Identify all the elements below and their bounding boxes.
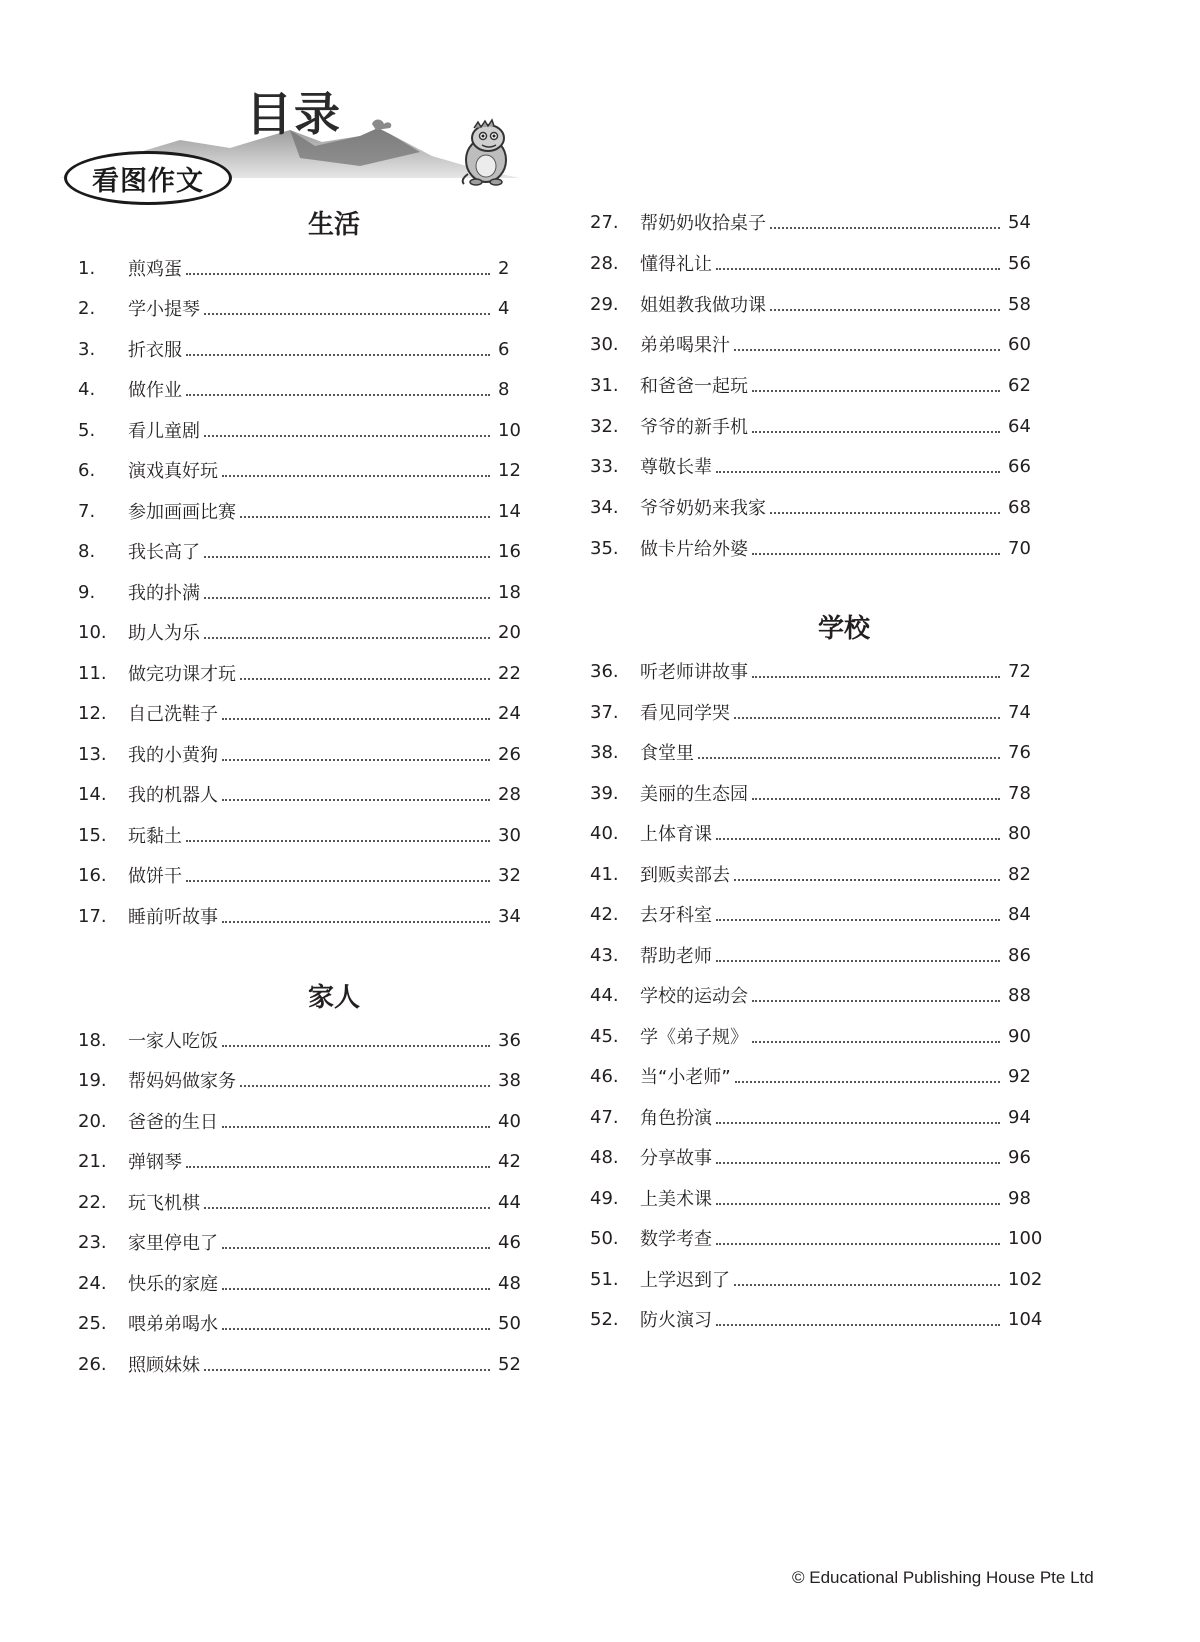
entry-title: 爸爸的生日 xyxy=(128,1112,218,1133)
entry-number: 12. xyxy=(78,702,107,724)
entry-title: 和爸爸一起玩 xyxy=(640,376,748,397)
entry-page-number: 30 xyxy=(498,824,521,846)
toc-entry[interactable] xyxy=(78,780,530,808)
toc-entry[interactable] xyxy=(590,1305,1048,1333)
entry-number: 31. xyxy=(590,374,619,396)
toc-entry[interactable] xyxy=(78,335,530,363)
dot-leader xyxy=(222,1246,490,1249)
toc-entry[interactable] xyxy=(590,249,1048,277)
entry-title: 学小提琴 xyxy=(128,299,200,320)
entry-title: 煎鸡蛋 xyxy=(128,259,182,280)
dot-leader xyxy=(716,1202,1000,1205)
entry-page-number: 16 xyxy=(498,540,521,562)
entry-page-number: 42 xyxy=(498,1150,521,1172)
entry-title: 尊敬长辈 xyxy=(640,457,712,478)
entry-title: 家里停电了 xyxy=(128,1233,218,1254)
entry-page-number: 82 xyxy=(1008,863,1031,885)
entry-page-number: 58 xyxy=(1008,293,1031,315)
entry-number: 26. xyxy=(78,1353,107,1375)
toc-entry[interactable] xyxy=(590,860,1048,888)
entry-page-number: 80 xyxy=(1008,822,1031,844)
entry-number: 10. xyxy=(78,621,107,643)
entry-title: 做饼干 xyxy=(128,866,182,887)
entry-title: 帮妈妈做家务 xyxy=(128,1071,236,1092)
entry-number: 33. xyxy=(590,455,619,477)
entry-page-number: 52 xyxy=(498,1353,521,1375)
entry-number: 5. xyxy=(78,419,96,441)
dot-leader xyxy=(204,596,490,599)
dot-leader xyxy=(222,798,490,801)
dot-leader xyxy=(752,675,1000,678)
entry-title: 听老师讲故事 xyxy=(640,662,748,683)
entry-number: 44. xyxy=(590,984,619,1006)
entry-page-number: 86 xyxy=(1008,944,1031,966)
entry-page-number: 84 xyxy=(1008,903,1031,925)
entry-title: 上学迟到了 xyxy=(640,1270,730,1291)
entry-number: 38. xyxy=(590,741,619,763)
entry-title: 睡前听故事 xyxy=(128,907,218,928)
entry-number: 43. xyxy=(590,944,619,966)
entry-number: 27. xyxy=(590,211,619,233)
entry-title: 防火演习 xyxy=(640,1310,712,1331)
entry-page-number: 44 xyxy=(498,1191,521,1213)
entry-title: 弹钢琴 xyxy=(128,1152,182,1173)
entry-page-number: 32 xyxy=(498,864,521,886)
dot-leader xyxy=(186,1165,490,1168)
entry-number: 2. xyxy=(78,297,96,319)
entry-title: 学《弟子规》 xyxy=(640,1027,748,1048)
entry-title: 一家人吃饭 xyxy=(128,1031,218,1052)
entry-page-number: 36 xyxy=(498,1029,521,1051)
dot-leader xyxy=(716,959,1000,962)
entry-number: 47. xyxy=(590,1106,619,1128)
entry-page-number: 96 xyxy=(1008,1146,1031,1168)
dot-leader xyxy=(752,797,1000,800)
entry-number: 52. xyxy=(590,1308,619,1330)
entry-number: 41. xyxy=(590,863,619,885)
toc-entry[interactable] xyxy=(78,618,530,646)
section-heading-life: 生活 xyxy=(308,210,361,240)
dot-leader xyxy=(240,515,490,518)
entry-title: 角色扮演 xyxy=(640,1108,712,1129)
dot-leader xyxy=(204,434,490,437)
toc-entry[interactable] xyxy=(78,456,530,484)
dot-leader xyxy=(716,1161,1000,1164)
entry-page-number: 4 xyxy=(498,297,510,319)
dot-leader xyxy=(734,348,1000,351)
dot-leader xyxy=(698,756,1000,759)
entry-page-number: 64 xyxy=(1008,415,1031,437)
entry-number: 40. xyxy=(590,822,619,844)
entry-title: 到贩卖部去 xyxy=(640,865,730,886)
dot-leader xyxy=(186,879,490,882)
entry-number: 39. xyxy=(590,782,619,804)
entry-number: 13. xyxy=(78,743,107,765)
toc-entry[interactable] xyxy=(590,1224,1048,1252)
entry-page-number: 6 xyxy=(498,338,510,360)
dot-leader xyxy=(734,878,1000,881)
entry-page-number: 12 xyxy=(498,459,521,481)
toc-entry[interactable] xyxy=(590,1022,1048,1050)
entry-title: 做完功课才玩 xyxy=(128,664,236,685)
dot-leader xyxy=(222,717,490,720)
entry-title: 自己洗鞋子 xyxy=(128,704,218,725)
entry-title: 照顾妹妹 xyxy=(128,1355,200,1376)
dot-leader xyxy=(222,920,490,923)
dot-leader xyxy=(222,1125,490,1128)
entry-number: 6. xyxy=(78,459,96,481)
entry-number: 49. xyxy=(590,1187,619,1209)
entry-number: 9. xyxy=(78,581,96,603)
toc-entry[interactable] xyxy=(590,1184,1048,1212)
entry-title: 助人为乐 xyxy=(128,623,200,644)
dot-leader xyxy=(716,837,1000,840)
entry-title: 上美术课 xyxy=(640,1189,712,1210)
dot-leader xyxy=(735,1080,1000,1083)
dot-leader xyxy=(716,918,1000,921)
entry-number: 14. xyxy=(78,783,107,805)
entry-page-number: 46 xyxy=(498,1231,521,1253)
toc-entry[interactable] xyxy=(590,208,1048,236)
entry-page-number: 62 xyxy=(1008,374,1031,396)
page-title: 目录 xyxy=(246,87,342,141)
entry-page-number: 50 xyxy=(498,1312,521,1334)
dot-leader xyxy=(716,1323,1000,1326)
entry-number: 46. xyxy=(590,1065,619,1087)
dot-leader xyxy=(204,636,490,639)
entry-page-number: 76 xyxy=(1008,741,1031,763)
toc-entry[interactable] xyxy=(590,412,1048,440)
toc-entry[interactable] xyxy=(78,861,530,889)
entry-title: 懂得礼让 xyxy=(640,254,712,275)
entry-page-number: 18 xyxy=(498,581,521,603)
entry-title: 我的小黄狗 xyxy=(128,745,218,766)
toc-entry[interactable] xyxy=(78,1269,530,1297)
entry-title: 喂弟弟喝水 xyxy=(128,1314,218,1335)
category-badge-label: 看图作文 xyxy=(92,165,204,197)
toc-entry[interactable] xyxy=(78,1309,530,1337)
entry-page-number: 74 xyxy=(1008,701,1031,723)
entry-page-number: 98 xyxy=(1008,1187,1031,1209)
dot-leader xyxy=(716,1121,1000,1124)
entry-page-number: 54 xyxy=(1008,211,1031,233)
entry-title: 看儿童剧 xyxy=(128,421,200,442)
entry-number: 50. xyxy=(590,1227,619,1249)
entry-title: 弟弟喝果汁 xyxy=(640,335,730,356)
dot-leader xyxy=(752,1040,1000,1043)
toc-entry[interactable] xyxy=(590,779,1048,807)
toc-entry[interactable] xyxy=(78,254,530,282)
entry-title: 看见同学哭 xyxy=(640,703,730,724)
entry-page-number: 20 xyxy=(498,621,521,643)
toc-entry[interactable] xyxy=(590,290,1048,318)
entry-title: 数学考查 xyxy=(640,1229,712,1250)
toc-entry[interactable] xyxy=(590,1103,1048,1131)
dot-leader xyxy=(752,389,1000,392)
entry-number: 20. xyxy=(78,1110,107,1132)
toc-entry[interactable] xyxy=(590,698,1048,726)
entry-number: 1. xyxy=(78,257,96,279)
entry-title: 帮助老师 xyxy=(640,946,712,967)
entry-page-number: 66 xyxy=(1008,455,1031,477)
entry-number: 42. xyxy=(590,903,619,925)
toc-entry[interactable] xyxy=(590,657,1048,685)
entry-title: 玩飞机棋 xyxy=(128,1193,200,1214)
entry-number: 29. xyxy=(590,293,619,315)
toc-entry[interactable] xyxy=(78,1026,530,1054)
toc-entry[interactable] xyxy=(78,1107,530,1135)
entry-page-number: 2 xyxy=(498,257,510,279)
dot-leader xyxy=(734,716,1000,719)
entry-page-number: 28 xyxy=(498,783,521,805)
entry-number: 34. xyxy=(590,496,619,518)
entry-number: 30. xyxy=(590,333,619,355)
entry-number: 21. xyxy=(78,1150,107,1172)
entry-number: 28. xyxy=(590,252,619,274)
entry-title: 折衣服 xyxy=(128,340,182,361)
entry-page-number: 40 xyxy=(498,1110,521,1132)
entry-title: 快乐的家庭 xyxy=(128,1274,218,1295)
toc-entry[interactable] xyxy=(590,738,1048,766)
toc-entry[interactable] xyxy=(590,1062,1048,1090)
toc-entry[interactable] xyxy=(590,981,1048,1009)
entry-page-number: 14 xyxy=(498,500,521,522)
entry-page-number: 60 xyxy=(1008,333,1031,355)
entry-page-number: 68 xyxy=(1008,496,1031,518)
toc-entry[interactable] xyxy=(78,740,530,768)
toc-entry[interactable] xyxy=(78,1228,530,1256)
toc-entry[interactable] xyxy=(78,1350,530,1378)
toc-entry[interactable] xyxy=(78,578,530,606)
entry-number: 8. xyxy=(78,540,96,562)
entry-number: 48. xyxy=(590,1146,619,1168)
toc-entry[interactable] xyxy=(590,534,1048,562)
dot-leader xyxy=(716,1242,1000,1245)
entry-page-number: 8 xyxy=(498,378,510,400)
dot-leader xyxy=(186,839,490,842)
entry-title: 爷爷的新手机 xyxy=(640,417,748,438)
toc-entry[interactable] xyxy=(590,1143,1048,1171)
entry-page-number: 78 xyxy=(1008,782,1031,804)
entry-number: 45. xyxy=(590,1025,619,1047)
entry-page-number: 90 xyxy=(1008,1025,1031,1047)
entry-page-number: 56 xyxy=(1008,252,1031,274)
section-heading-family: 家人 xyxy=(308,983,361,1013)
entry-title: 当“小老师” xyxy=(640,1067,731,1088)
category-badge xyxy=(64,151,232,205)
toc-entry[interactable] xyxy=(590,493,1048,521)
dot-leader xyxy=(752,999,1000,1002)
toc-entry[interactable] xyxy=(590,900,1048,928)
dot-leader xyxy=(222,1287,490,1290)
toc-entry[interactable] xyxy=(590,371,1048,399)
dot-leader xyxy=(204,1206,490,1209)
toc-entry[interactable] xyxy=(78,537,530,565)
toc-entry[interactable] xyxy=(78,375,530,403)
dot-leader xyxy=(240,1084,490,1087)
dot-leader xyxy=(222,758,490,761)
toc-entry[interactable] xyxy=(590,452,1048,480)
entry-number: 22. xyxy=(78,1191,107,1213)
dot-leader xyxy=(204,1368,490,1371)
toc-entry[interactable] xyxy=(78,497,530,525)
entry-page-number: 22 xyxy=(498,662,521,684)
entry-title: 做作业 xyxy=(128,380,182,401)
dinosaur-mascot-icon xyxy=(452,118,522,188)
entry-number: 18. xyxy=(78,1029,107,1051)
entry-number: 15. xyxy=(78,824,107,846)
dot-leader xyxy=(204,312,490,315)
entry-number: 7. xyxy=(78,500,96,522)
entry-title: 做卡片给外婆 xyxy=(640,539,748,560)
dot-leader xyxy=(716,470,1000,473)
dot-leader xyxy=(716,267,1000,270)
dot-leader xyxy=(770,226,1000,229)
entry-title: 演戏真好玩 xyxy=(128,461,218,482)
entry-number: 16. xyxy=(78,864,107,886)
entry-number: 11. xyxy=(78,662,107,684)
entry-number: 37. xyxy=(590,701,619,723)
entry-title: 爷爷奶奶来我家 xyxy=(640,498,766,519)
entry-number: 24. xyxy=(78,1272,107,1294)
entry-page-number: 92 xyxy=(1008,1065,1031,1087)
entry-number: 25. xyxy=(78,1312,107,1334)
entry-title: 帮奶奶收拾桌子 xyxy=(640,213,766,234)
toc-entry[interactable] xyxy=(78,1188,530,1216)
entry-page-number: 34 xyxy=(498,905,521,927)
entry-number: 17. xyxy=(78,905,107,927)
entry-number: 3. xyxy=(78,338,96,360)
dot-leader xyxy=(770,308,1000,311)
entry-number: 4. xyxy=(78,378,96,400)
entry-title: 我的机器人 xyxy=(128,785,218,806)
entry-title: 我的扑满 xyxy=(128,583,200,604)
dot-leader xyxy=(186,393,490,396)
entry-title: 我长高了 xyxy=(128,542,200,563)
entry-page-number: 70 xyxy=(1008,537,1031,559)
toc-entry[interactable] xyxy=(78,699,530,727)
copyright-notice: © Educational Publishing House Pte Ltd xyxy=(792,1568,1094,1587)
entry-number: 19. xyxy=(78,1069,107,1091)
dot-leader xyxy=(222,1327,490,1330)
entry-title: 食堂里 xyxy=(640,743,694,764)
entry-page-number: 72 xyxy=(1008,660,1031,682)
dot-leader xyxy=(240,677,490,680)
toc-entry[interactable] xyxy=(590,819,1048,847)
dot-leader xyxy=(204,555,490,558)
entry-number: 32. xyxy=(590,415,619,437)
entry-page-number: 100 xyxy=(1008,1227,1043,1249)
entry-title: 上体育课 xyxy=(640,824,712,845)
entry-title: 参加画画比赛 xyxy=(128,502,236,523)
dot-leader xyxy=(770,511,1000,514)
entry-page-number: 88 xyxy=(1008,984,1031,1006)
entry-title: 学校的运动会 xyxy=(640,986,748,1007)
toc-entry[interactable] xyxy=(78,821,530,849)
toc-entry[interactable] xyxy=(78,659,530,687)
toc-entry[interactable] xyxy=(78,294,530,322)
entry-title: 美丽的生态园 xyxy=(640,784,748,805)
entry-number: 23. xyxy=(78,1231,107,1253)
section-heading-school: 学校 xyxy=(818,614,871,644)
toc-entry[interactable] xyxy=(590,1265,1048,1293)
entry-page-number: 26 xyxy=(498,743,521,765)
dot-leader xyxy=(222,474,490,477)
dot-leader xyxy=(186,353,490,356)
toc-entry[interactable] xyxy=(590,941,1048,969)
toc-entry[interactable] xyxy=(78,902,530,930)
entry-number: 51. xyxy=(590,1268,619,1290)
entry-page-number: 10 xyxy=(498,419,521,441)
toc-entry[interactable] xyxy=(590,330,1048,358)
dot-leader xyxy=(752,430,1000,433)
dot-leader xyxy=(186,272,490,275)
entry-title: 姐姐教我做功课 xyxy=(640,295,766,316)
entry-page-number: 104 xyxy=(1008,1308,1043,1330)
entry-title: 去牙科室 xyxy=(640,905,712,926)
entry-page-number: 102 xyxy=(1008,1268,1043,1290)
entry-title: 分享故事 xyxy=(640,1148,712,1169)
entry-title: 玩黏土 xyxy=(128,826,182,847)
dot-leader xyxy=(752,552,1000,555)
entry-page-number: 38 xyxy=(498,1069,521,1091)
entry-number: 35. xyxy=(590,537,619,559)
entry-page-number: 94 xyxy=(1008,1106,1031,1128)
entry-page-number: 48 xyxy=(498,1272,521,1294)
toc-entry[interactable] xyxy=(78,1066,530,1094)
dot-leader xyxy=(222,1044,490,1047)
toc-entry[interactable] xyxy=(78,1147,530,1175)
toc-entry[interactable] xyxy=(78,416,530,444)
entry-page-number: 24 xyxy=(498,702,521,724)
dot-leader xyxy=(734,1283,1000,1286)
entry-number: 36. xyxy=(590,660,619,682)
